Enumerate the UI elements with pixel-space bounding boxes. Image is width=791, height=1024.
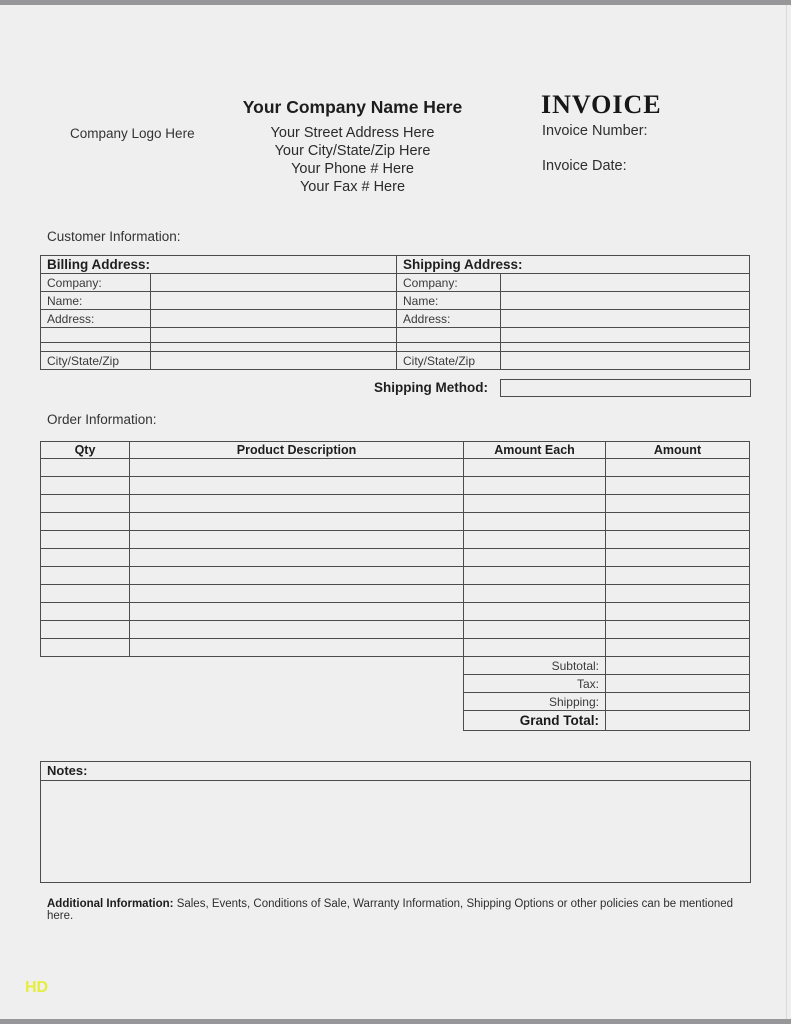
order-item-cell[interactable] <box>606 495 750 513</box>
billing-name-label: Name: <box>41 292 151 310</box>
order-item-cell[interactable] <box>464 567 606 585</box>
grand-total-row <box>464 711 750 731</box>
address-row <box>41 310 750 328</box>
page-bottom-edge <box>0 1019 791 1024</box>
order-item-cell[interactable] <box>130 585 464 603</box>
order-item-cell[interactable] <box>130 459 464 477</box>
order-item-cell[interactable] <box>464 549 606 567</box>
company-street-address: Your Street Address Here <box>270 125 435 141</box>
order-header-row <box>41 442 750 459</box>
amount-column-header: Amount <box>606 442 750 459</box>
billing-thin-label <box>41 343 151 352</box>
billing-company-field[interactable] <box>151 274 397 292</box>
order-item-row <box>41 495 750 513</box>
order-item-cell[interactable] <box>41 585 130 603</box>
address-thin-row <box>41 343 750 352</box>
shipping-address-label: Address: <box>397 310 501 328</box>
customer-address-table <box>40 255 750 370</box>
order-item-cell[interactable] <box>606 603 750 621</box>
order-item-cell[interactable] <box>41 549 130 567</box>
order-item-cell[interactable] <box>464 639 606 657</box>
order-item-cell[interactable] <box>464 603 606 621</box>
company-row <box>41 274 750 292</box>
page-right-edge-line <box>786 5 787 1019</box>
company-phone: Your Phone # Here <box>291 161 414 177</box>
shipping-address-field[interactable] <box>501 310 750 328</box>
order-information-label: Order Information: <box>47 412 157 427</box>
order-item-cell[interactable] <box>41 603 130 621</box>
order-item-cell[interactable] <box>606 567 750 585</box>
address-header-row <box>41 256 750 274</box>
order-item-cell[interactable] <box>464 585 606 603</box>
order-item-cell[interactable] <box>41 513 130 531</box>
amount-each-column-header: Amount Each <box>464 442 606 459</box>
order-item-row <box>41 477 750 495</box>
order-item-cell[interactable] <box>41 567 130 585</box>
order-item-row <box>41 603 750 621</box>
page-top-edge <box>0 0 791 5</box>
subtotal-field[interactable] <box>606 657 750 675</box>
order-item-cell[interactable] <box>130 639 464 657</box>
order-item-cell[interactable] <box>606 621 750 639</box>
order-item-cell[interactable] <box>606 513 750 531</box>
billing-company-label: Company: <box>41 274 151 292</box>
billing-name-field[interactable] <box>151 292 397 310</box>
additional-information-label: Additional Information: <box>47 898 177 910</box>
billing-address-label: Address: <box>41 310 151 328</box>
additional-information-body: Sales, Events, Conditions of Sale, Warranty Information, Shipping Options or other policies can be mentioned here. <box>47 898 734 922</box>
billing-address-field[interactable] <box>151 310 397 328</box>
order-item-cell[interactable] <box>130 621 464 639</box>
shipping-address-header: Shipping Address: <box>397 256 750 274</box>
order-item-cell[interactable] <box>606 477 750 495</box>
order-item-cell[interactable] <box>464 531 606 549</box>
billing-citystatezip-field[interactable] <box>151 352 397 370</box>
order-item-row <box>41 585 750 603</box>
billing-citystatezip-label: City/State/Zip <box>41 352 151 370</box>
tax-field[interactable] <box>606 675 750 693</box>
order-item-cell[interactable] <box>130 531 464 549</box>
shipping-total-field[interactable] <box>606 693 750 711</box>
name-row <box>41 292 750 310</box>
order-item-cell[interactable] <box>41 531 130 549</box>
totals-table <box>463 656 750 731</box>
tax-label: Tax: <box>464 675 606 693</box>
order-item-cell[interactable] <box>41 621 130 639</box>
shipping-thin-field[interactable] <box>501 343 750 352</box>
shipping-company-field[interactable] <box>501 274 750 292</box>
order-item-row <box>41 639 750 657</box>
hd-watermark: HD <box>25 979 49 996</box>
order-item-row <box>41 459 750 477</box>
product-description-column-header: Product Description <box>130 442 464 459</box>
customer-information-label: Customer Information: <box>47 229 181 244</box>
subtotal-row <box>464 657 750 675</box>
additional-information-text <box>47 898 747 922</box>
order-item-cell[interactable] <box>130 513 464 531</box>
city-state-zip-row <box>41 352 750 370</box>
shipping-citystatezip-field[interactable] <box>501 352 750 370</box>
order-item-cell[interactable] <box>606 459 750 477</box>
billing-address-header: Billing Address: <box>41 256 397 274</box>
billing-blank-label <box>41 328 151 343</box>
invoice-number-label: Invoice Number: <box>542 123 648 139</box>
shipping-company-label: Company: <box>397 274 501 292</box>
company-name: Your Company Name Here <box>242 97 463 117</box>
order-item-cell[interactable] <box>130 603 464 621</box>
order-item-row <box>41 531 750 549</box>
company-city-state-zip: Your City/State/Zip Here <box>274 143 431 159</box>
order-item-row <box>41 549 750 567</box>
invoice-date-label: Invoice Date: <box>542 158 627 174</box>
order-item-cell[interactable] <box>606 585 750 603</box>
order-item-row <box>41 567 750 585</box>
shipping-name-label: Name: <box>397 292 501 310</box>
order-item-cell[interactable] <box>130 495 464 513</box>
subtotal-label: Subtotal: <box>464 657 606 675</box>
order-item-cell[interactable] <box>464 621 606 639</box>
notes-section <box>40 761 751 883</box>
order-item-cell[interactable] <box>606 639 750 657</box>
shipping-name-field[interactable] <box>501 292 750 310</box>
order-item-cell[interactable] <box>464 513 606 531</box>
notes-label: Notes: <box>41 762 750 781</box>
shipping-total-label: Shipping: <box>464 693 606 711</box>
grand-total-label: Grand Total: <box>464 711 606 731</box>
grand-total-field[interactable] <box>606 711 750 731</box>
order-item-row <box>41 621 750 639</box>
address-blank-row <box>41 328 750 343</box>
company-header-block <box>200 97 505 196</box>
order-item-cell[interactable] <box>464 459 606 477</box>
notes-field[interactable] <box>41 781 750 882</box>
order-item-cell[interactable] <box>606 531 750 549</box>
tax-row <box>464 675 750 693</box>
shipping-blank-field[interactable] <box>501 328 750 343</box>
shipping-citystatezip-label: City/State/Zip <box>397 352 501 370</box>
company-fax: Your Fax # Here <box>299 179 406 195</box>
order-item-cell[interactable] <box>130 567 464 585</box>
order-item-cell[interactable] <box>41 477 130 495</box>
order-items-table <box>40 441 750 657</box>
order-item-cell[interactable] <box>606 549 750 567</box>
invoice-title: INVOICE <box>541 90 662 119</box>
company-logo-placeholder: Company Logo Here <box>70 126 195 141</box>
billing-blank-field[interactable] <box>151 328 397 343</box>
order-table-body <box>41 459 750 657</box>
order-item-cell[interactable] <box>41 495 130 513</box>
order-item-cell[interactable] <box>464 477 606 495</box>
order-item-row <box>41 513 750 531</box>
order-item-cell[interactable] <box>41 639 130 657</box>
order-item-cell[interactable] <box>41 459 130 477</box>
shipping-thin-label <box>397 343 501 352</box>
order-item-cell[interactable] <box>130 549 464 567</box>
billing-thin-field[interactable] <box>151 343 397 352</box>
qty-column-header: Qty <box>41 442 130 459</box>
order-item-cell[interactable] <box>464 495 606 513</box>
order-item-cell[interactable] <box>130 477 464 495</box>
shipping-row <box>464 693 750 711</box>
shipping-method-label: Shipping Method: <box>374 380 488 395</box>
shipping-blank-label <box>397 328 501 343</box>
shipping-method-field[interactable] <box>500 379 751 397</box>
